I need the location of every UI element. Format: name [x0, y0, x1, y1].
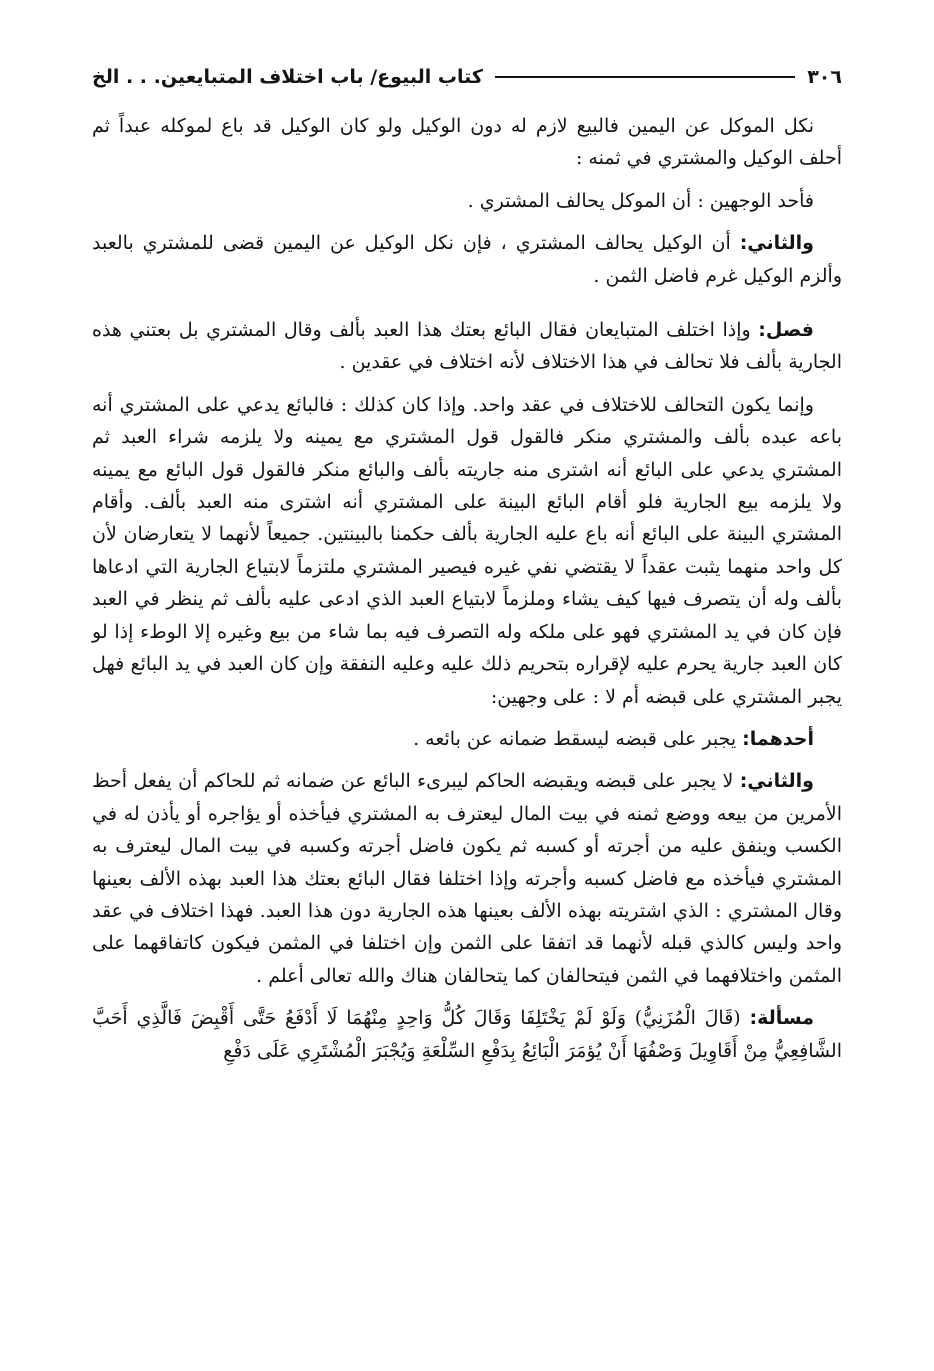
paragraph-second-view [92, 227, 842, 292]
paragraph-lead: والثاني: [739, 770, 814, 793]
paragraph-second-of-two [92, 765, 842, 992]
header-rule [495, 76, 795, 78]
paragraph-text: يجبر على قبضه ليسقط ضمانه عن بائعه . [413, 727, 743, 750]
paragraph-text: نكل الموكل عن اليمين فالبيع لازم له دون الوكيل ولو كان الوكيل قد باع لموكله عبداً ثم أحلف الوكيل والمشتري في ثمنه : [92, 115, 842, 170]
paragraph-masala [92, 1002, 842, 1067]
paragraph-first-view [92, 185, 842, 217]
page-body [92, 110, 842, 1067]
paragraph-first-of-two [92, 723, 842, 755]
paragraph-section-fasl [92, 314, 842, 379]
header-title: كتاب البيوع/ باب اختلاف المتبايعين. . . الخ [92, 66, 483, 88]
paragraph-continuation [92, 110, 842, 175]
paragraph-quoted-text: (قَالَ الْمُزَنِيُّ) وَلَوْ لَمْ يَخْتَلِفَا وَقَالَ كُلُّ وَاحِدٍ مِنْهُمَا لَا أَدْفَعُ حَتَّى أَقْبِضَ فَالَّذِي أَحَبَّ الشَّافِعِيُّ مِنْ أَقَاوِيلَ وَصْفُهَا أَنْ يُؤمَرَ الْبَائِعُ بِدَفْعِ السِّلْعَةِ وَيُجْبَرَ الْمُشْتَرِي عَلَى دَفْعِ [92, 1007, 842, 1062]
paragraph-main-discussion [92, 389, 842, 713]
paragraph-text: وإذا اختلف المتبايعان فقال البائع بعتك هذا العبد بألف وقال المشتري بل بعتني هذه الجارية بألف فلا تحالف في هذا الاختلاف لأنه اختلاف في عقدين . [92, 319, 842, 374]
paragraph-text: فأحد الوجهين : أن الموكل يحالف المشتري . [467, 189, 814, 212]
paragraph-text: لا يجبر على قبضه ويقبضه الحاكم ليبرىء البائع عن ضمانه ثم للحاكم أن يفعل أحظ الأمرين من بيعه ووضع ثمنه في بيت المال ليعترف به المشتري فيأخذه أو يؤاجره أو يأذن له في الكسب وينفق عليه من أجرته أو كسبه ثم يكون فاضل أجرته وكسبه في بيت المال ليعترف به المشتري فيأخذه مع فاضل كسبه وأجرته وإذا اختلفا فقال البائع بعتك هذا العبد بهذه الألف بعينها وقال المشتري : الذي اشتريته بهذه الألف بعينها هذه الجارية دون هذا العبد. فهذا اختلاف في عقد واحد وليس كالذي قبله لأنهما قد اتفقا على الثمن وإن اختلفا في المثمن فيكون كاتفاقهما على المثمن واختلافهما في الثمن فيتحالفان كما يتحالفان هناك والله تعالى أعلم . [92, 770, 843, 987]
paragraph-text: أن الوكيل يحالف المشتري ، فإن نكل الوكيل عن اليمين قضى للمشتري بالعبد وألزم الوكيل غرم فاضل الثمن . [92, 232, 842, 287]
paragraph-text: وإنما يكون التحالف للاختلاف في عقد واحد. وإذا كان كذلك : فالبائع يدعي على المشتري أنه باعه عبده بألف والمشتري منكر فالقول قول المشتري مع يمينه ولا يلزمه شراء العبد ثم المشتري يدعي على البائع أنه اشترى منه جاريته بألف والبائع منكر فالقول قول البائع مع يمينه ولا يلزمه بيع الجارية فلو أقام البائع البينة على المشتري أنه اشترى منه العبد بألف. وأقام المشتري البينة على البائع أنه باع عليه الجارية بألف حكمنا بالبينتين. جميعاً لأنهما لا يتعارضان لأن كل واحد منهما يثبت عقداً لا يقتضي نفي غيره فيصير المشتري ملتزماً لابتياع الجارية التي ادعاها بألف وله أن يتصرف فيها كيف يشاء وملزماً لابتياع العبد الذي ادعى عليه بألف ثم ينظر في العبد فإن كان في يد المشتري فهو على ملكه وله التصرف فيه بما شاء من بيع وغيره إلا الوطء إذا لو كان العبد جارية يحرم عليه لإقراره بتحريم ذلك عليه وعليه النفقة وإن كان العبد في يد البائع فهل يجبر المشتري على قبضه أم لا : على وجهين: [92, 393, 842, 708]
paragraph-lead: والثاني: [739, 232, 814, 255]
paragraph-lead: مسألة: [749, 1007, 814, 1030]
page-number: ٣٠٦ [807, 66, 842, 88]
paragraph-lead: أحدهما: [742, 727, 814, 750]
running-header [92, 62, 842, 92]
paragraph-lead: فصل: [758, 319, 814, 342]
